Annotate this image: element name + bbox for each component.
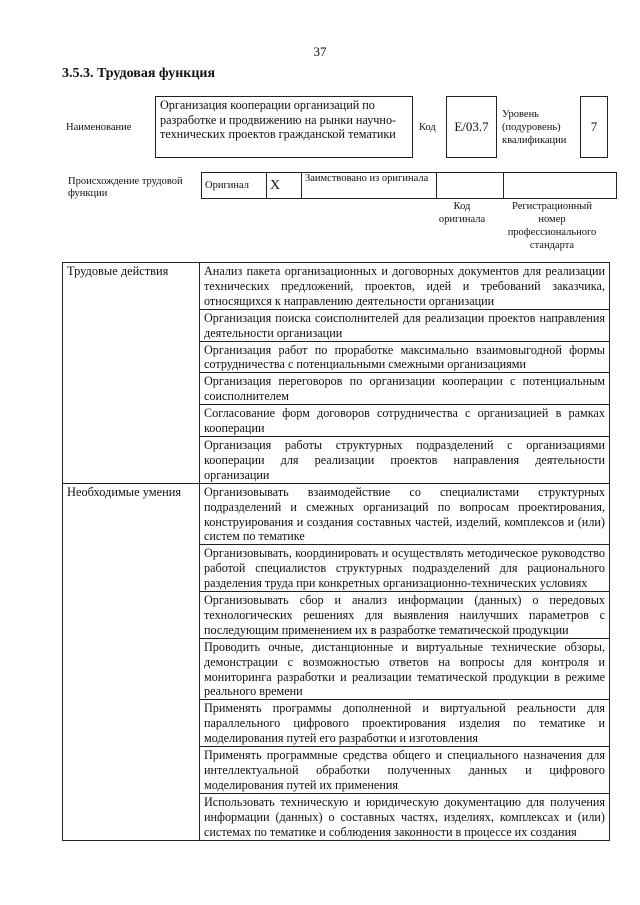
borrowed-label: Заимствовано из оригинала [302, 173, 437, 199]
table-row [63, 263, 610, 310]
table-cell: Организация переговоров по организации кооперации с потенциальным соисполнителем [200, 373, 610, 405]
code-original-cell [437, 173, 504, 199]
table-cell: Согласование форм договоров сотрудничества с организацией в рамках кооперации [200, 405, 610, 437]
table-cell: Организовывать взаимодействие со специалистами структурных подразделений и смежных организаций по вопросам проектирования, конструирования и создания составных частей, изделий, комплексов и (или) систем по тематике [200, 483, 610, 545]
origin-table [201, 172, 617, 199]
section-title: 3.5.3. Трудовая функция [62, 66, 216, 81]
table-cell: Организация работ по проработке максимально взаимовыгодной формы сотрудничества с потенциальными смежными организациями [200, 341, 610, 373]
main-table [62, 262, 610, 841]
table-cell: Анализ пакета организационных и договорных документов для реализации технических предложений, проектов, идей и требований заказчика, относящихся к направлению деятельности организации [200, 263, 610, 310]
table-cell: Организовывать сбор и анализ информации (данных) о передовых технологических решениях для выявления наилучших параметров с последующим применением их в разработке тематической продукции [200, 592, 610, 639]
reg-number-caption: Регистрационный номер профессионального стандарта [507, 201, 597, 251]
original-label: Оригинал [202, 173, 267, 199]
table-cell: Организация работы структурных подразделений с организациями кооперации для реализации проектов направления деятельности организации [200, 436, 610, 483]
page-number: 37 [313, 44, 327, 59]
table-cell: Применять программные средства общего и специального назначения для интеллектуальной обработки полученных данных и цифрового моделирования путей их применения [200, 747, 610, 794]
table-cell: Организация поиска соисполнителей для реализации проектов направления деятельности организации [200, 309, 610, 341]
code-label: Код [419, 122, 436, 133]
table-cell: Использовать техническую и юридическую документацию для получения информации (данных) о составных частях, изделиях, комплексах и (или) системах по тематике и соблюдения законности в процессе их создания [200, 793, 610, 840]
code-original-caption: Код оригинала [438, 201, 486, 225]
table-row [63, 483, 610, 545]
table-cell: Применять программы дополненной и виртуальной реальности для параллельного цифрового проектирования изделия по тематике и моделирования путей его разработки и изготовления [200, 700, 610, 747]
code-value: E/03.7 [446, 96, 497, 158]
origin-label: Происхождение трудовой функции [68, 176, 183, 199]
name-value: Организация кооперации организаций по разработке и продвижению на рынки научно-технических проектов гражданской тематики [155, 96, 413, 158]
level-label: Уровень (подуровень) квалификации [502, 109, 567, 146]
table-cell: Организовывать, координировать и осуществлять методическое руководство работой специалистов структурных подразделений для рационального разделения труда при конкретных организационно-технических условиях [200, 545, 610, 592]
reg-number-cell [504, 173, 617, 199]
name-label: Наименование [66, 122, 132, 133]
section-title-cell: Необходимые умения [63, 483, 200, 840]
level-value: 7 [580, 96, 608, 158]
table-cell: Проводить очные, дистанционные и виртуальные технические обзоры, демонстрации с возможностью ответов на вопросы для контроля и мониторинга разработки и реализации тематической продукции в режиме реального времени [200, 638, 610, 700]
original-mark: X [267, 173, 302, 199]
section-title-cell: Трудовые действия [63, 263, 200, 484]
